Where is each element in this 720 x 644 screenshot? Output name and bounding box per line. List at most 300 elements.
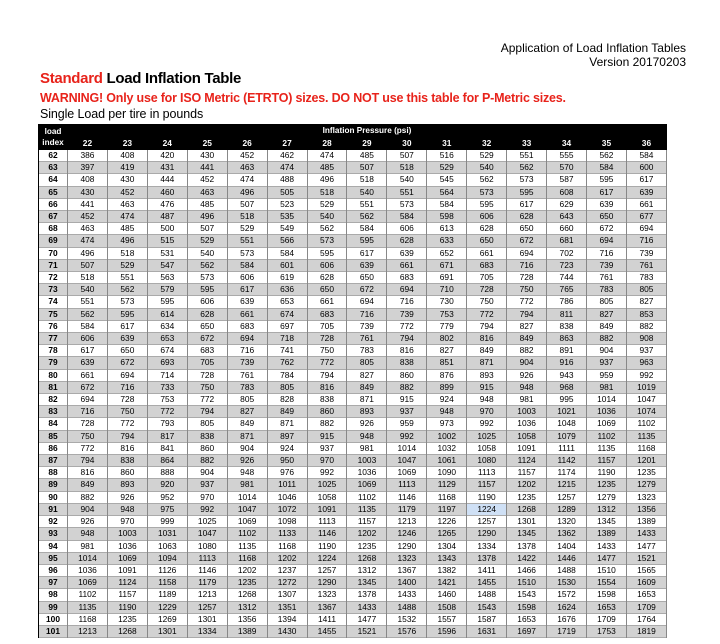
load-value-cell: 1047	[187, 528, 227, 540]
load-value-cell: 551	[227, 235, 267, 247]
load-value-cell: 716	[68, 406, 108, 418]
load-value-cell: 926	[227, 455, 267, 467]
load-value-cell: 474	[227, 174, 267, 186]
load-value-cell: 1301	[147, 625, 187, 637]
load-value-cell: 705	[467, 272, 507, 284]
load-value-cell: 908	[626, 333, 666, 345]
load-value-cell: 1135	[68, 601, 108, 613]
load-value-cell: 838	[387, 357, 427, 369]
load-value-cell: 672	[187, 333, 227, 345]
load-value-cell: 772	[147, 406, 187, 418]
load-value-cell: 595	[107, 308, 147, 320]
load-value-cell: 794	[187, 406, 227, 418]
load-value-cell: 1047	[227, 503, 267, 515]
load-value-cell: 1235	[586, 479, 626, 491]
load-value-cell: 463	[187, 186, 227, 198]
load-value-cell: 959	[387, 418, 427, 430]
load-value-cell: 487	[147, 211, 187, 223]
load-value-cell: 507	[187, 223, 227, 235]
table-row	[39, 223, 667, 235]
warning-text: WARNING! Only use for ISO Metric (ETRTO) sizes. DO NOT use this table for P-Metric sizes.	[40, 91, 566, 105]
load-value-cell: 1157	[347, 516, 387, 528]
load-index-cell: 69	[39, 235, 68, 247]
load-value-cell: 1190	[107, 601, 147, 613]
load-value-cell: 1157	[467, 479, 507, 491]
load-value-cell: 783	[626, 272, 666, 284]
load-value-cell: 1460	[427, 589, 467, 601]
load-value-cell: 562	[187, 259, 227, 271]
load-index-cell: 93	[39, 528, 68, 540]
load-value-cell: 1400	[387, 577, 427, 589]
load-index-cell: 97	[39, 577, 68, 589]
load-value-cell: 639	[347, 259, 387, 271]
load-value-cell: 975	[147, 503, 187, 515]
load-value-cell: 802	[427, 333, 467, 345]
load-value-cell: 474	[68, 235, 108, 247]
load-value-cell: 1235	[507, 491, 547, 503]
load-value-cell: 650	[347, 272, 387, 284]
load-value-cell: 551	[68, 296, 108, 308]
load-value-cell: 1709	[626, 601, 666, 613]
load-value-cell: 904	[507, 357, 547, 369]
load-value-cell: 672	[586, 223, 626, 235]
load-value-cell: 529	[107, 259, 147, 271]
load-value-cell: 952	[147, 491, 187, 503]
load-value-cell: 474	[307, 150, 347, 162]
load-value-cell: 1272	[267, 577, 307, 589]
load-value-cell: 716	[227, 345, 267, 357]
pressure-column-header: 29	[347, 137, 387, 150]
load-value-cell: 1069	[107, 552, 147, 564]
load-value-cell: 716	[507, 259, 547, 271]
load-value-cell: 1323	[387, 552, 427, 564]
load-value-cell: 882	[387, 381, 427, 393]
load-value-cell: 463	[68, 223, 108, 235]
load-value-cell: 1091	[107, 564, 147, 576]
load-value-cell: 507	[387, 150, 427, 162]
load-value-cell: 441	[187, 162, 227, 174]
load-value-cell: 1235	[107, 613, 147, 625]
load-value-cell: 937	[307, 442, 347, 454]
load-value-cell: 1003	[347, 455, 387, 467]
load-value-cell: 805	[267, 381, 307, 393]
load-value-cell: 948	[507, 381, 547, 393]
load-value-cell: 1265	[427, 528, 467, 540]
load-value-cell: 1433	[626, 528, 666, 540]
load-value-cell: 551	[387, 186, 427, 198]
load-value-cell: 496	[107, 235, 147, 247]
load-index-cell: 76	[39, 320, 68, 332]
load-value-cell: 619	[267, 272, 307, 284]
load-value-cell: 694	[586, 235, 626, 247]
table-row	[39, 272, 667, 284]
load-value-cell: 893	[467, 369, 507, 381]
load-value-cell: 728	[467, 284, 507, 296]
load-value-cell: 1202	[227, 564, 267, 576]
table-row	[39, 162, 667, 174]
load-index-cell: 72	[39, 272, 68, 284]
load-value-cell: 805	[626, 284, 666, 296]
load-value-cell: 595	[507, 186, 547, 198]
load-index-cell: 85	[39, 430, 68, 442]
load-value-cell: 1279	[626, 479, 666, 491]
load-value-cell: 555	[547, 150, 587, 162]
load-value-cell: 1202	[507, 479, 547, 491]
load-value-cell: 694	[347, 296, 387, 308]
load-value-cell: 485	[187, 198, 227, 210]
load-value-cell: 733	[147, 381, 187, 393]
table-row	[39, 345, 667, 357]
load-value-cell: 584	[227, 259, 267, 271]
load-value-cell: 860	[307, 406, 347, 418]
load-value-cell: 1003	[107, 528, 147, 540]
load-value-cell: 897	[267, 430, 307, 442]
load-value-cell: 549	[267, 223, 307, 235]
load-value-cell: 683	[387, 272, 427, 284]
load-value-cell: 1069	[347, 479, 387, 491]
load-value-cell: 639	[586, 198, 626, 210]
load-value-cell: 739	[387, 308, 427, 320]
load-value-cell: 683	[467, 259, 507, 271]
load-value-cell: 628	[507, 211, 547, 223]
pressure-column-header: 25	[187, 137, 227, 150]
table-subtitle: Single Load per tire in pounds	[40, 107, 204, 121]
table-row	[39, 467, 667, 479]
load-index-cell: 88	[39, 467, 68, 479]
load-value-cell: 959	[586, 369, 626, 381]
table-row	[39, 589, 667, 601]
load-value-cell: 496	[307, 174, 347, 186]
load-value-cell: 1094	[147, 552, 187, 564]
load-value-cell: 899	[427, 381, 467, 393]
load-value-cell: 595	[586, 174, 626, 186]
load-value-cell: 783	[586, 284, 626, 296]
load-value-cell: 1237	[267, 564, 307, 576]
load-value-cell: 920	[147, 479, 187, 491]
load-value-cell: 1488	[467, 589, 507, 601]
load-value-cell: 882	[586, 333, 626, 345]
load-value-cell: 1229	[147, 601, 187, 613]
table-row	[39, 308, 667, 320]
load-value-cell: 1323	[626, 491, 666, 503]
load-value-cell: 518	[307, 186, 347, 198]
load-value-cell: 1572	[547, 589, 587, 601]
load-value-cell: 1351	[267, 601, 307, 613]
load-value-cell: 683	[187, 345, 227, 357]
load-value-cell: 739	[586, 259, 626, 271]
load-value-cell: 816	[107, 442, 147, 454]
load-value-cell: 584	[427, 198, 467, 210]
load-value-cell: 915	[387, 394, 427, 406]
load-value-cell: 1404	[547, 540, 587, 552]
load-index-cell: 82	[39, 394, 68, 406]
load-index-cell: 74	[39, 296, 68, 308]
load-value-cell: 1477	[626, 540, 666, 552]
load-value-cell: 672	[68, 381, 108, 393]
load-value-cell: 1719	[547, 625, 587, 637]
load-value-cell: 728	[107, 394, 147, 406]
table-title	[40, 70, 241, 87]
load-value-cell: 617	[347, 247, 387, 259]
load-value-cell: 772	[107, 418, 147, 430]
load-value-cell: 1753	[586, 625, 626, 637]
load-value-cell: 888	[147, 467, 187, 479]
load-index-cell: 92	[39, 516, 68, 528]
load-value-cell: 474	[107, 211, 147, 223]
load-value-cell: 500	[147, 223, 187, 235]
load-value-cell: 523	[267, 198, 307, 210]
load-value-cell: 794	[307, 369, 347, 381]
load-value-cell: 904	[68, 503, 108, 515]
load-value-cell: 529	[307, 198, 347, 210]
load-value-cell: 1058	[507, 430, 547, 442]
load-value-cell: 841	[147, 442, 187, 454]
load-value-cell: 1142	[547, 455, 587, 467]
load-value-cell: 562	[347, 211, 387, 223]
load-value-cell: 1235	[347, 540, 387, 552]
table-row	[39, 577, 667, 589]
load-value-cell: 628	[187, 308, 227, 320]
load-value-cell: 672	[107, 357, 147, 369]
load-value-cell: 904	[187, 467, 227, 479]
load-value-cell: 1362	[547, 528, 587, 540]
load-value-cell: 551	[347, 198, 387, 210]
load-value-cell: 849	[586, 320, 626, 332]
load-value-cell: 1422	[507, 552, 547, 564]
load-value-cell: 420	[147, 150, 187, 162]
load-value-cell: 584	[68, 320, 108, 332]
load-value-cell: 476	[147, 198, 187, 210]
load-value-cell: 507	[68, 259, 108, 271]
table-row	[39, 198, 667, 210]
load-value-cell: 1466	[507, 564, 547, 576]
load-value-cell: 677	[626, 211, 666, 223]
load-value-cell: 1157	[107, 589, 147, 601]
load-index-cell: 80	[39, 369, 68, 381]
load-value-cell: 816	[68, 467, 108, 479]
load-value-cell: 488	[267, 174, 307, 186]
load-value-cell: 430	[187, 150, 227, 162]
load-value-cell: 1224	[307, 552, 347, 564]
load-value-cell: 694	[227, 333, 267, 345]
load-value-cell: 1433	[586, 540, 626, 552]
load-value-cell: 1113	[467, 467, 507, 479]
load-value-cell: 882	[626, 320, 666, 332]
load-value-cell: 1190	[467, 491, 507, 503]
load-value-cell: 744	[547, 272, 587, 284]
table-row	[39, 564, 667, 576]
load-value-cell: 1709	[586, 613, 626, 625]
load-value-cell: 981	[227, 479, 267, 491]
load-value-cell: 1455	[307, 625, 347, 637]
table-row	[39, 186, 667, 198]
load-value-cell: 430	[107, 174, 147, 186]
load-value-cell: 948	[227, 467, 267, 479]
load-index-cell: 79	[39, 357, 68, 369]
load-value-cell: 573	[507, 174, 547, 186]
load-value-cell: 1268	[227, 589, 267, 601]
load-index-cell: 64	[39, 174, 68, 186]
load-value-cell: 460	[147, 186, 187, 198]
load-value-cell: 1598	[507, 601, 547, 613]
load-value-cell: 697	[267, 320, 307, 332]
load-value-cell: 1697	[507, 625, 547, 637]
load-value-cell: 628	[387, 235, 427, 247]
load-value-cell: 564	[427, 186, 467, 198]
load-value-cell: 1367	[387, 564, 427, 576]
document-version: Version 20170203	[589, 55, 686, 69]
load-value-cell: 474	[267, 162, 307, 174]
load-value-cell: 691	[427, 272, 467, 284]
load-value-cell: 871	[267, 418, 307, 430]
load-value-cell: 1124	[507, 455, 547, 467]
load-value-cell: 838	[307, 394, 347, 406]
load-value-cell: 606	[307, 259, 347, 271]
load-value-cell: 529	[467, 150, 507, 162]
load-value-cell: 595	[147, 296, 187, 308]
load-index-cell: 94	[39, 540, 68, 552]
load-value-cell: 849	[227, 418, 267, 430]
load-value-cell: 1036	[68, 564, 108, 576]
table-row	[39, 320, 667, 332]
load-value-cell: 507	[347, 162, 387, 174]
load-value-cell: 672	[347, 284, 387, 296]
load-value-cell: 1268	[347, 552, 387, 564]
load-value-cell: 1609	[626, 577, 666, 589]
load-value-cell: 562	[307, 223, 347, 235]
load-value-cell: 805	[347, 357, 387, 369]
load-index-cell: 90	[39, 491, 68, 503]
load-value-cell: 1036	[107, 540, 147, 552]
table-row	[39, 601, 667, 613]
load-value-cell: 1268	[507, 503, 547, 515]
table-row	[39, 503, 667, 515]
load-value-cell: 992	[187, 503, 227, 515]
load-value-cell: 849	[267, 406, 307, 418]
load-value-cell: 1032	[427, 442, 467, 454]
load-value-cell: 827	[507, 320, 547, 332]
load-value-cell: 882	[507, 345, 547, 357]
load-value-cell: 462	[267, 150, 307, 162]
load-value-cell: 860	[387, 369, 427, 381]
load-value-cell: 1557	[427, 613, 467, 625]
load-value-cell: 1113	[387, 479, 427, 491]
load-value-cell: 595	[307, 247, 347, 259]
load-value-cell: 1596	[427, 625, 467, 637]
load-value-cell: 650	[467, 235, 507, 247]
table-row	[39, 381, 667, 393]
load-value-cell: 882	[307, 418, 347, 430]
load-value-cell: 1819	[626, 625, 666, 637]
load-value-cell: 1257	[547, 491, 587, 503]
load-value-cell: 716	[347, 308, 387, 320]
load-value-cell: 1289	[547, 503, 587, 515]
load-value-cell: 1382	[427, 564, 467, 576]
load-value-cell: 1146	[387, 491, 427, 503]
load-value-cell: 547	[147, 259, 187, 271]
table-row	[39, 418, 667, 430]
load-value-cell: 728	[307, 333, 347, 345]
load-value-cell: 584	[347, 223, 387, 235]
pressure-column-header: 35	[586, 137, 626, 150]
load-value-cell: 1290	[307, 577, 347, 589]
load-value-cell: 1389	[626, 516, 666, 528]
load-value-cell: 827	[586, 308, 626, 320]
load-value-cell: 723	[547, 259, 587, 271]
load-value-cell: 1213	[387, 516, 427, 528]
load-value-cell: 584	[626, 150, 666, 162]
load-value-cell: 518	[107, 247, 147, 259]
load-index-cell: 62	[39, 150, 68, 162]
load-value-cell: 1102	[347, 491, 387, 503]
load-value-cell: 562	[467, 174, 507, 186]
load-value-cell: 1488	[387, 601, 427, 613]
load-value-cell: 817	[147, 430, 187, 442]
load-value-cell: 924	[267, 442, 307, 454]
table-row	[39, 442, 667, 454]
load-value-cell: 653	[267, 296, 307, 308]
load-value-cell: 937	[586, 357, 626, 369]
table-row	[39, 296, 667, 308]
load-value-cell: 1378	[507, 540, 547, 552]
load-index-cell: 89	[39, 479, 68, 491]
title-prefix: Standard	[40, 70, 103, 87]
load-index-cell: 84	[39, 418, 68, 430]
load-value-cell: 661	[307, 296, 347, 308]
pressure-column-header: 28	[307, 137, 347, 150]
load-value-cell: 643	[547, 211, 587, 223]
load-value-cell: 838	[547, 320, 587, 332]
load-index-cell: 78	[39, 345, 68, 357]
load-value-cell: 849	[467, 345, 507, 357]
load-value-cell: 573	[187, 272, 227, 284]
load-index-cell: 77	[39, 333, 68, 345]
load-value-cell: 1135	[227, 540, 267, 552]
load-value-cell: 849	[68, 479, 108, 491]
load-value-cell: 639	[107, 333, 147, 345]
load-value-cell: 1378	[467, 552, 507, 564]
load-value-cell: 1146	[187, 564, 227, 576]
load-value-cell: 816	[307, 381, 347, 393]
load-value-cell: 1312	[586, 503, 626, 515]
load-value-cell: 419	[107, 162, 147, 174]
load-value-cell: 1653	[507, 613, 547, 625]
load-value-cell: 761	[626, 259, 666, 271]
load-value-cell: 772	[387, 320, 427, 332]
load-value-cell: 805	[187, 418, 227, 430]
load-value-cell: 728	[187, 369, 227, 381]
load-value-cell: 584	[267, 247, 307, 259]
load-index-header: load index	[39, 125, 68, 150]
load-value-cell: 915	[307, 430, 347, 442]
load-value-cell: 1565	[626, 564, 666, 576]
load-value-cell: 606	[187, 296, 227, 308]
load-value-cell: 563	[147, 272, 187, 284]
load-value-cell: 783	[227, 381, 267, 393]
table-row	[39, 540, 667, 552]
load-value-cell: 1554	[586, 577, 626, 589]
load-value-cell: 545	[427, 174, 467, 186]
load-value-cell: 386	[68, 150, 108, 162]
table-row	[39, 455, 667, 467]
load-value-cell: 1058	[307, 491, 347, 503]
table-row	[39, 491, 667, 503]
load-value-cell: 430	[68, 186, 108, 198]
table-row	[39, 333, 667, 345]
load-index-cell: 81	[39, 381, 68, 393]
load-value-cell: 1764	[626, 613, 666, 625]
load-value-cell: 650	[107, 345, 147, 357]
